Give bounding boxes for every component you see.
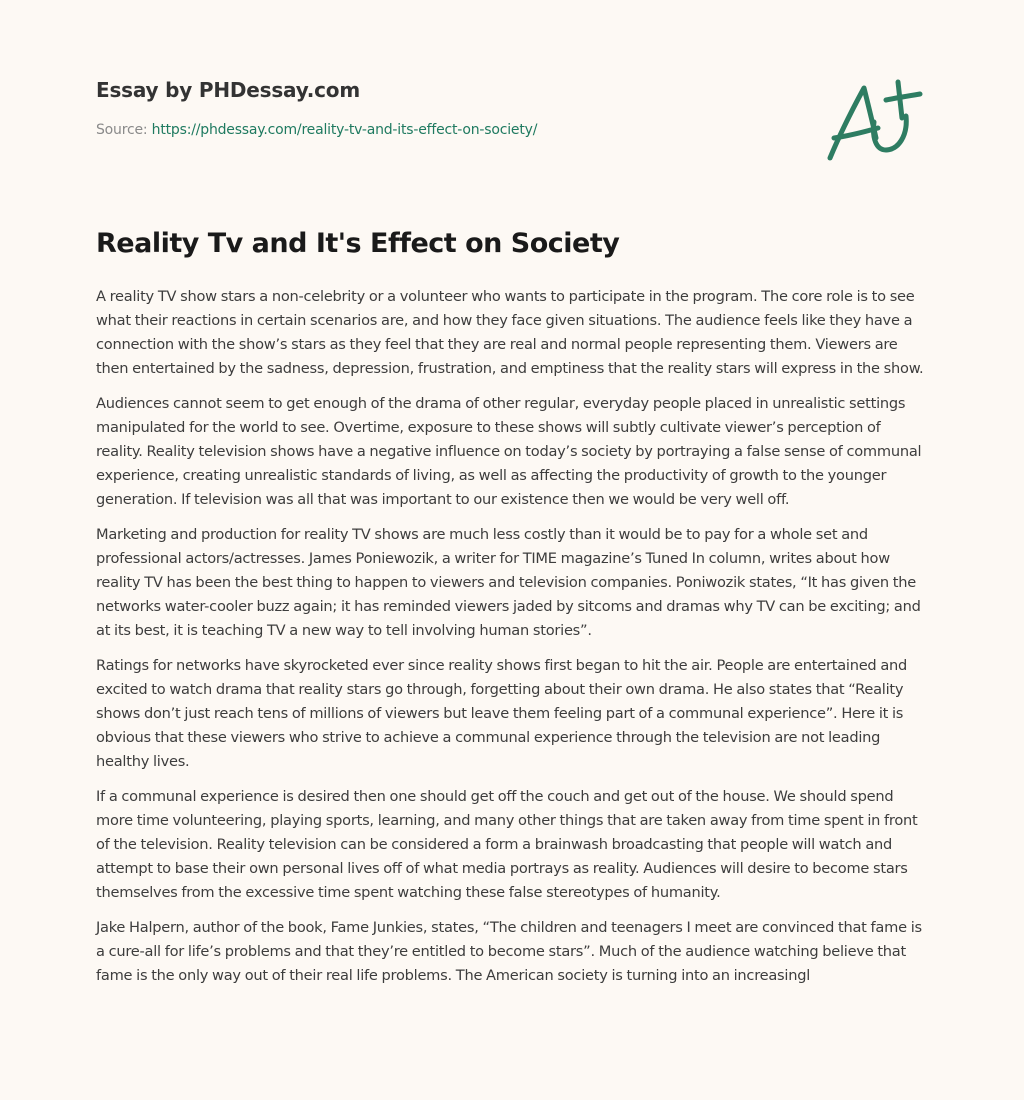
essay-body [96, 285, 928, 999]
essay-paragraph: If a communal experience is desired then one should get off the couch and get out of the house. We should spend more time volunteering, playing sports, learning, and many other things that are taken away from time spent in front of the television. Reality television can be considered a form a brainwash broadcasting that people will watch and attempt to base their own personal lives off of what media portrays as reality. Audiences will desire to become stars themselves from the excessive time spent watching these false stereotypes of humanity. [96, 788, 918, 901]
source-label: Source: [96, 122, 148, 138]
essay-paragraph: A reality TV show stars a non-celebrity or a volunteer who wants to participate in the program. The core role is to see what their reactions in certain scenarios are, and how they face given situations. The audience feels like they have a connection with the show’s stars as they feel that they are real and normal people representing them. Viewers are then entertained by the sadness, depression, frustration, and emptiness that the reality stars will express in the show. [96, 288, 924, 377]
a-plus-grade-icon [818, 64, 938, 174]
essay-paragraph: Marketing and production for reality TV shows are much less costly than it would be to pay for a whole set and professional actors/actresses. James Poniewozik, a writer for TIME magazine’s Tuned In column, writes about how reality TV has been the best thing to happen to viewers and television companies. Poniwozik states, “It has given the networks water-cooler buzz again; it has reminded viewers jaded by sitcoms and dramas why TV can be exciting; and at its best, it is teaching TV a new way to tell involving human stories”. [96, 526, 921, 639]
essay-paragraph: Audiences cannot seem to get enough of the drama of other regular, everyday people placed in unrealistic settings manipulated for the world to see. Overtime, exposure to these shows will subtly cultivate viewer’s perception of reality. Reality television shows have a negative influence on today’s society by portraying a false sense of communal experience, creating unrealistic standards of living, as well as affecting the productivity of growth to the younger generation. If television was all that was important to our existence then we would be very well off. [96, 395, 922, 508]
essay-paragraph: Jake Halpern, author of the book, Fame Junkies, states, “The children and teenagers I meet are convinced that fame is a cure-all for life’s problems and that they’re entitled to become stars”. Much of the audience watching believe that fame is the only way out of their real life problems. The American society is turning into an increasingl [96, 919, 922, 984]
essay-title: Reality Tv and It's Effect on Society [96, 228, 620, 259]
source-link[interactable]: https://phdessay.com/reality-tv-and-its-effect-on-society/ [151, 122, 538, 138]
source-line [96, 120, 696, 140]
page-header [96, 76, 696, 140]
site-title: Essay by PHDessay.com [96, 78, 360, 102]
essay-paragraph: Ratings for networks have skyrocketed ever since reality shows first began to hit the air. People are entertained and excited to watch drama that reality stars go through, forgetting about their own drama. He also states that “Reality shows don’t just reach tens of millions of viewers but leave them feeling part of a communal experience”. Here it is obvious that these viewers who strive to achieve a communal experience through the television are not leading healthy lives. [96, 657, 908, 770]
